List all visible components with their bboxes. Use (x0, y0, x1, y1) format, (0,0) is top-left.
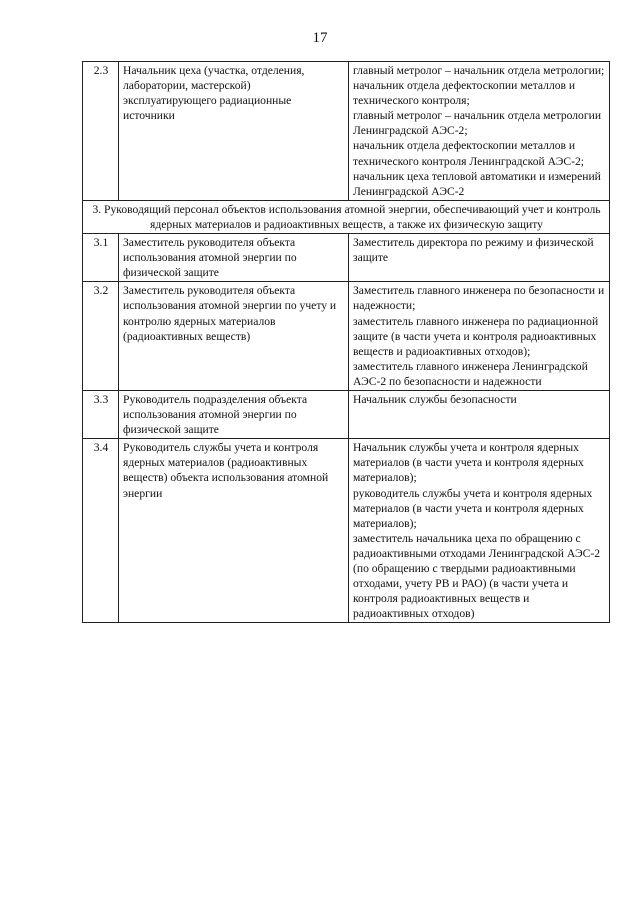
equivalent-item: заместитель главного инженера Ленинградской АЭС-2 по безопасности и надежности (353, 359, 588, 388)
equivalent-item: Начальник службы учета и контроля ядерных материалов (в части учета и контроля ядерных материалов); (353, 441, 584, 485)
position-title: Руководитель службы учета и контроля ядерных материалов (радиоактивных веществ) объекта использования атомной энергии (119, 439, 349, 623)
equivalent-item: руководитель службы учета и контроля ядерных материалов (в части учета и контроля ядерных материалов); (353, 486, 593, 530)
row-number: 3.2 (83, 282, 119, 391)
row-number: 3.3 (83, 390, 119, 438)
equivalent-item: начальник отдела дефектоскопии металлов и технического контроля; (353, 79, 576, 108)
table-row (83, 234, 610, 282)
row-number: 3.4 (83, 439, 119, 623)
row-number: 3.1 (83, 234, 119, 282)
position-title: Заместитель руководителя объекта использования атомной энергии по физической защите (119, 234, 349, 282)
section-header-row (83, 200, 610, 233)
equivalent-item: Заместитель главного инженера по безопасности и надежности; (353, 284, 605, 313)
positions-table (82, 61, 610, 623)
position-title: Заместитель руководителя объекта использования атомной энергии по учету и контролю ядерных материалов (радиоактивных веществ) (119, 282, 349, 391)
table-row (83, 390, 610, 438)
position-title: Руководитель подразделения объекта использования атомной энергии по физической защите (119, 390, 349, 438)
equivalent-item: заместитель начальника цеха по обращению с радиоактивными отходами Ленинградской АЭС-2 (по обращению с твердыми радиоактивными отходами, учету РВ и РАО) (в части учета и контроля радиоактивных веществ и радиоактивных отходов) (353, 531, 601, 621)
equivalent-item: Начальник службы безопасности (353, 392, 517, 406)
equivalent-positions (349, 390, 610, 438)
equivalent-item: начальник цеха тепловой автоматики и измерений Ленинградской АЭС-2 (353, 169, 601, 198)
table-row (83, 282, 610, 391)
table-row (83, 62, 610, 201)
position-title: Начальник цеха (участка, отделения, лаборатории, мастерской) эксплуатирующего радиационные источники (119, 62, 349, 201)
equivalent-item: Заместитель директора по режиму и физической защите (353, 236, 594, 265)
equivalent-item: главный метролог – начальник отдела метрологии Ленинградской АЭС-2; (353, 109, 602, 138)
page-number: 17 (312, 30, 328, 46)
equivalent-item: начальник отдела дефектоскопии металлов и технического контроля Ленинградской АЭС-2; (353, 139, 584, 168)
equivalent-positions (349, 62, 610, 201)
row-number: 2.3 (83, 62, 119, 201)
table-row (83, 439, 610, 623)
section-title: 3. Руководящий персонал объектов использования атомной энергии, обеспечивающий учет и контроль ядерных материалов и радиоактивных веществ, а также их физическую защиту (83, 200, 610, 233)
equivalent-positions (349, 439, 610, 623)
equivalent-item: главный метролог – начальник отдела метрологии; (353, 64, 605, 77)
equivalent-positions (349, 234, 610, 282)
equivalent-positions (349, 282, 610, 391)
equivalent-item: заместитель главного инженера по радиационной защите (в части учета и контроля радиоактивных веществ и радиоактивных отходов); (353, 314, 599, 358)
